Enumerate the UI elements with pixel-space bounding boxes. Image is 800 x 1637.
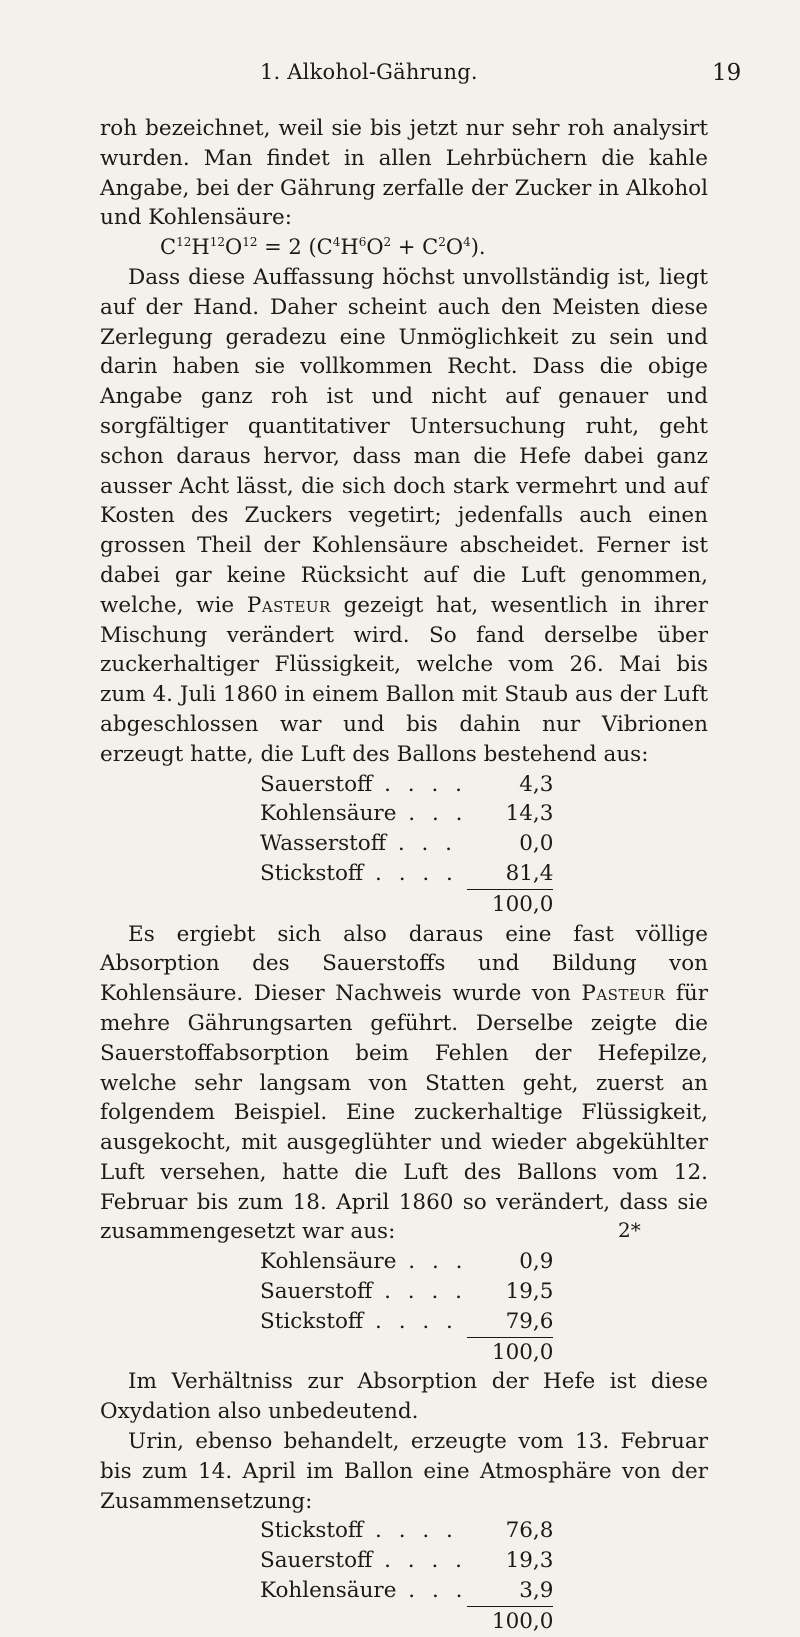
gas-composition-table: [260, 1247, 553, 1367]
table-row: [260, 1576, 553, 1606]
paragraph: roh bezeichnet, weil sie bis jetzt nur sehr roh analysirt wurden. Man findet in allen Lehrbüchern die kahle Angabe, bei der Gährung zerfalle der Zucker in Alkohol und Kohlensäure:: [100, 116, 708, 231]
gas-composition-table: [260, 1516, 553, 1636]
component-value: 81,4: [467, 859, 553, 889]
signature-mark: 2*: [618, 1218, 641, 1242]
component-label: Stickstoff . . . .: [260, 1309, 458, 1335]
author-name: Pasteur: [581, 981, 666, 1007]
table-row: [260, 770, 553, 800]
component-value: 0,0: [519, 831, 554, 857]
body-text: [100, 114, 708, 1637]
component-label: Kohlensäure . . .: [260, 801, 468, 827]
paragraph: Es ergiebt sich also daraus eine fast völlige Absorption des Sauerstoffs und Bildung von Kohlensäure. Dieser Nachweis wurde von Pasteur für mehre Gährungsarten geführt. Derselbe zeigte die Sauerstoffabsorption beim Fehlen der Hefepilze, welche sehr langsam von Statten geht, zuerst an folgendem Beispiel. Eine zuckerhaltige Flüssigkeit, ausgekocht, mit ausgeglühter und wieder abgekühlter Luft versehen, hatte die Luft des Ballons vom 12. Februar bis zum 18. April 1860 so verändert, dass sie zusammengesetzt war aus:: [100, 921, 708, 1245]
running-head: 1. Alkohol-Gährung.: [260, 60, 478, 84]
component-label: Kohlensäure . . .: [260, 1578, 468, 1604]
component-label: Wasserstoff . . .: [260, 831, 458, 857]
total-row: [260, 889, 553, 919]
total-row: [260, 1606, 553, 1636]
component-label: Stickstoff . . . .: [260, 861, 458, 887]
component-value: 14,3: [505, 801, 554, 827]
paragraph: Urin, ebenso behandelt, erzeugte vom 13. Februar bis zum 14. April im Ballon eine Atmosphäre von der Zusammensetzung:: [100, 1429, 708, 1514]
component-label: Sauerstoff . . . .: [260, 1548, 467, 1574]
component-label: Sauerstoff . . . .: [260, 771, 467, 797]
table-row: [260, 859, 553, 889]
table-row: [260, 1277, 553, 1307]
page-number: 19: [712, 60, 742, 86]
total-value: 100,0: [491, 1339, 554, 1365]
table-row: [260, 829, 553, 859]
paragraph: Dass diese Auffassung höchst unvollständig ist, liegt auf der Hand. Daher scheint auch den Meisten diese Zerlegung geradezu eine Unmöglichkeit zu sein und darin haben sie vollkommen Recht. Dass die obige Angabe ganz roh ist und nicht auf genauer und sorgfältiger quantitativer Untersuchung ruht, geht schon daraus hervor, dass man die Hefe dabei ganz ausser Acht lässt, die sich doch stark vermehrt und auf Kosten des Zuckers vegetirt; jedenfalls auch einen grossen Theil der Kohlensäure abscheidet. Ferner ist dabei gar keine Rücksicht auf die Luft genommen, welche, wie Pasteur gezeigt hat, wesentlich in ihrer Mischung verändert wird. So fand derselbe über zuckerhaltiger Flüssigkeit, welche vom 26. Mai bis zum 4. Juli 1860 in einem Ballon mit Staub aus der Luft abgeschlossen war und bis dahin nur Vibrionen erzeugt hatte, die Luft des Ballons bestehend aus:: [100, 264, 708, 767]
total-value: 100,0: [491, 1608, 554, 1634]
chemical-formula: $C^{12}H^{12}O^{12} = 2$ $(C^4H^6O^2 + C^2O^4)$.: [160, 235, 486, 260]
author-name: Pasteur: [246, 592, 331, 618]
table-row: [260, 1546, 553, 1576]
component-label: Stickstoff . . . .: [260, 1518, 458, 1544]
component-value: 3,9: [467, 1576, 553, 1606]
page-header: [0, 56, 800, 90]
component-value: 19,5: [505, 1279, 554, 1305]
component-label: Kohlensäure . . .: [260, 1249, 468, 1275]
table-row: [260, 1516, 553, 1546]
component-value: 0,9: [519, 1249, 554, 1275]
table-row: [260, 1247, 553, 1277]
component-value: 19,3: [505, 1548, 554, 1574]
paragraph: Im Verhältniss zur Absorption der Hefe ist diese Oxydation also unbedeutend.: [100, 1369, 708, 1425]
table-row: [260, 799, 553, 829]
component-value: 76,8: [505, 1518, 554, 1544]
table-row: [260, 1307, 553, 1337]
total-value: 100,0: [491, 891, 554, 917]
component-value: 79,6: [467, 1307, 553, 1337]
component-value: 4,3: [519, 771, 554, 797]
component-label: Sauerstoff . . . .: [260, 1279, 467, 1305]
total-row: [260, 1337, 553, 1367]
gas-composition-table: [260, 770, 553, 920]
